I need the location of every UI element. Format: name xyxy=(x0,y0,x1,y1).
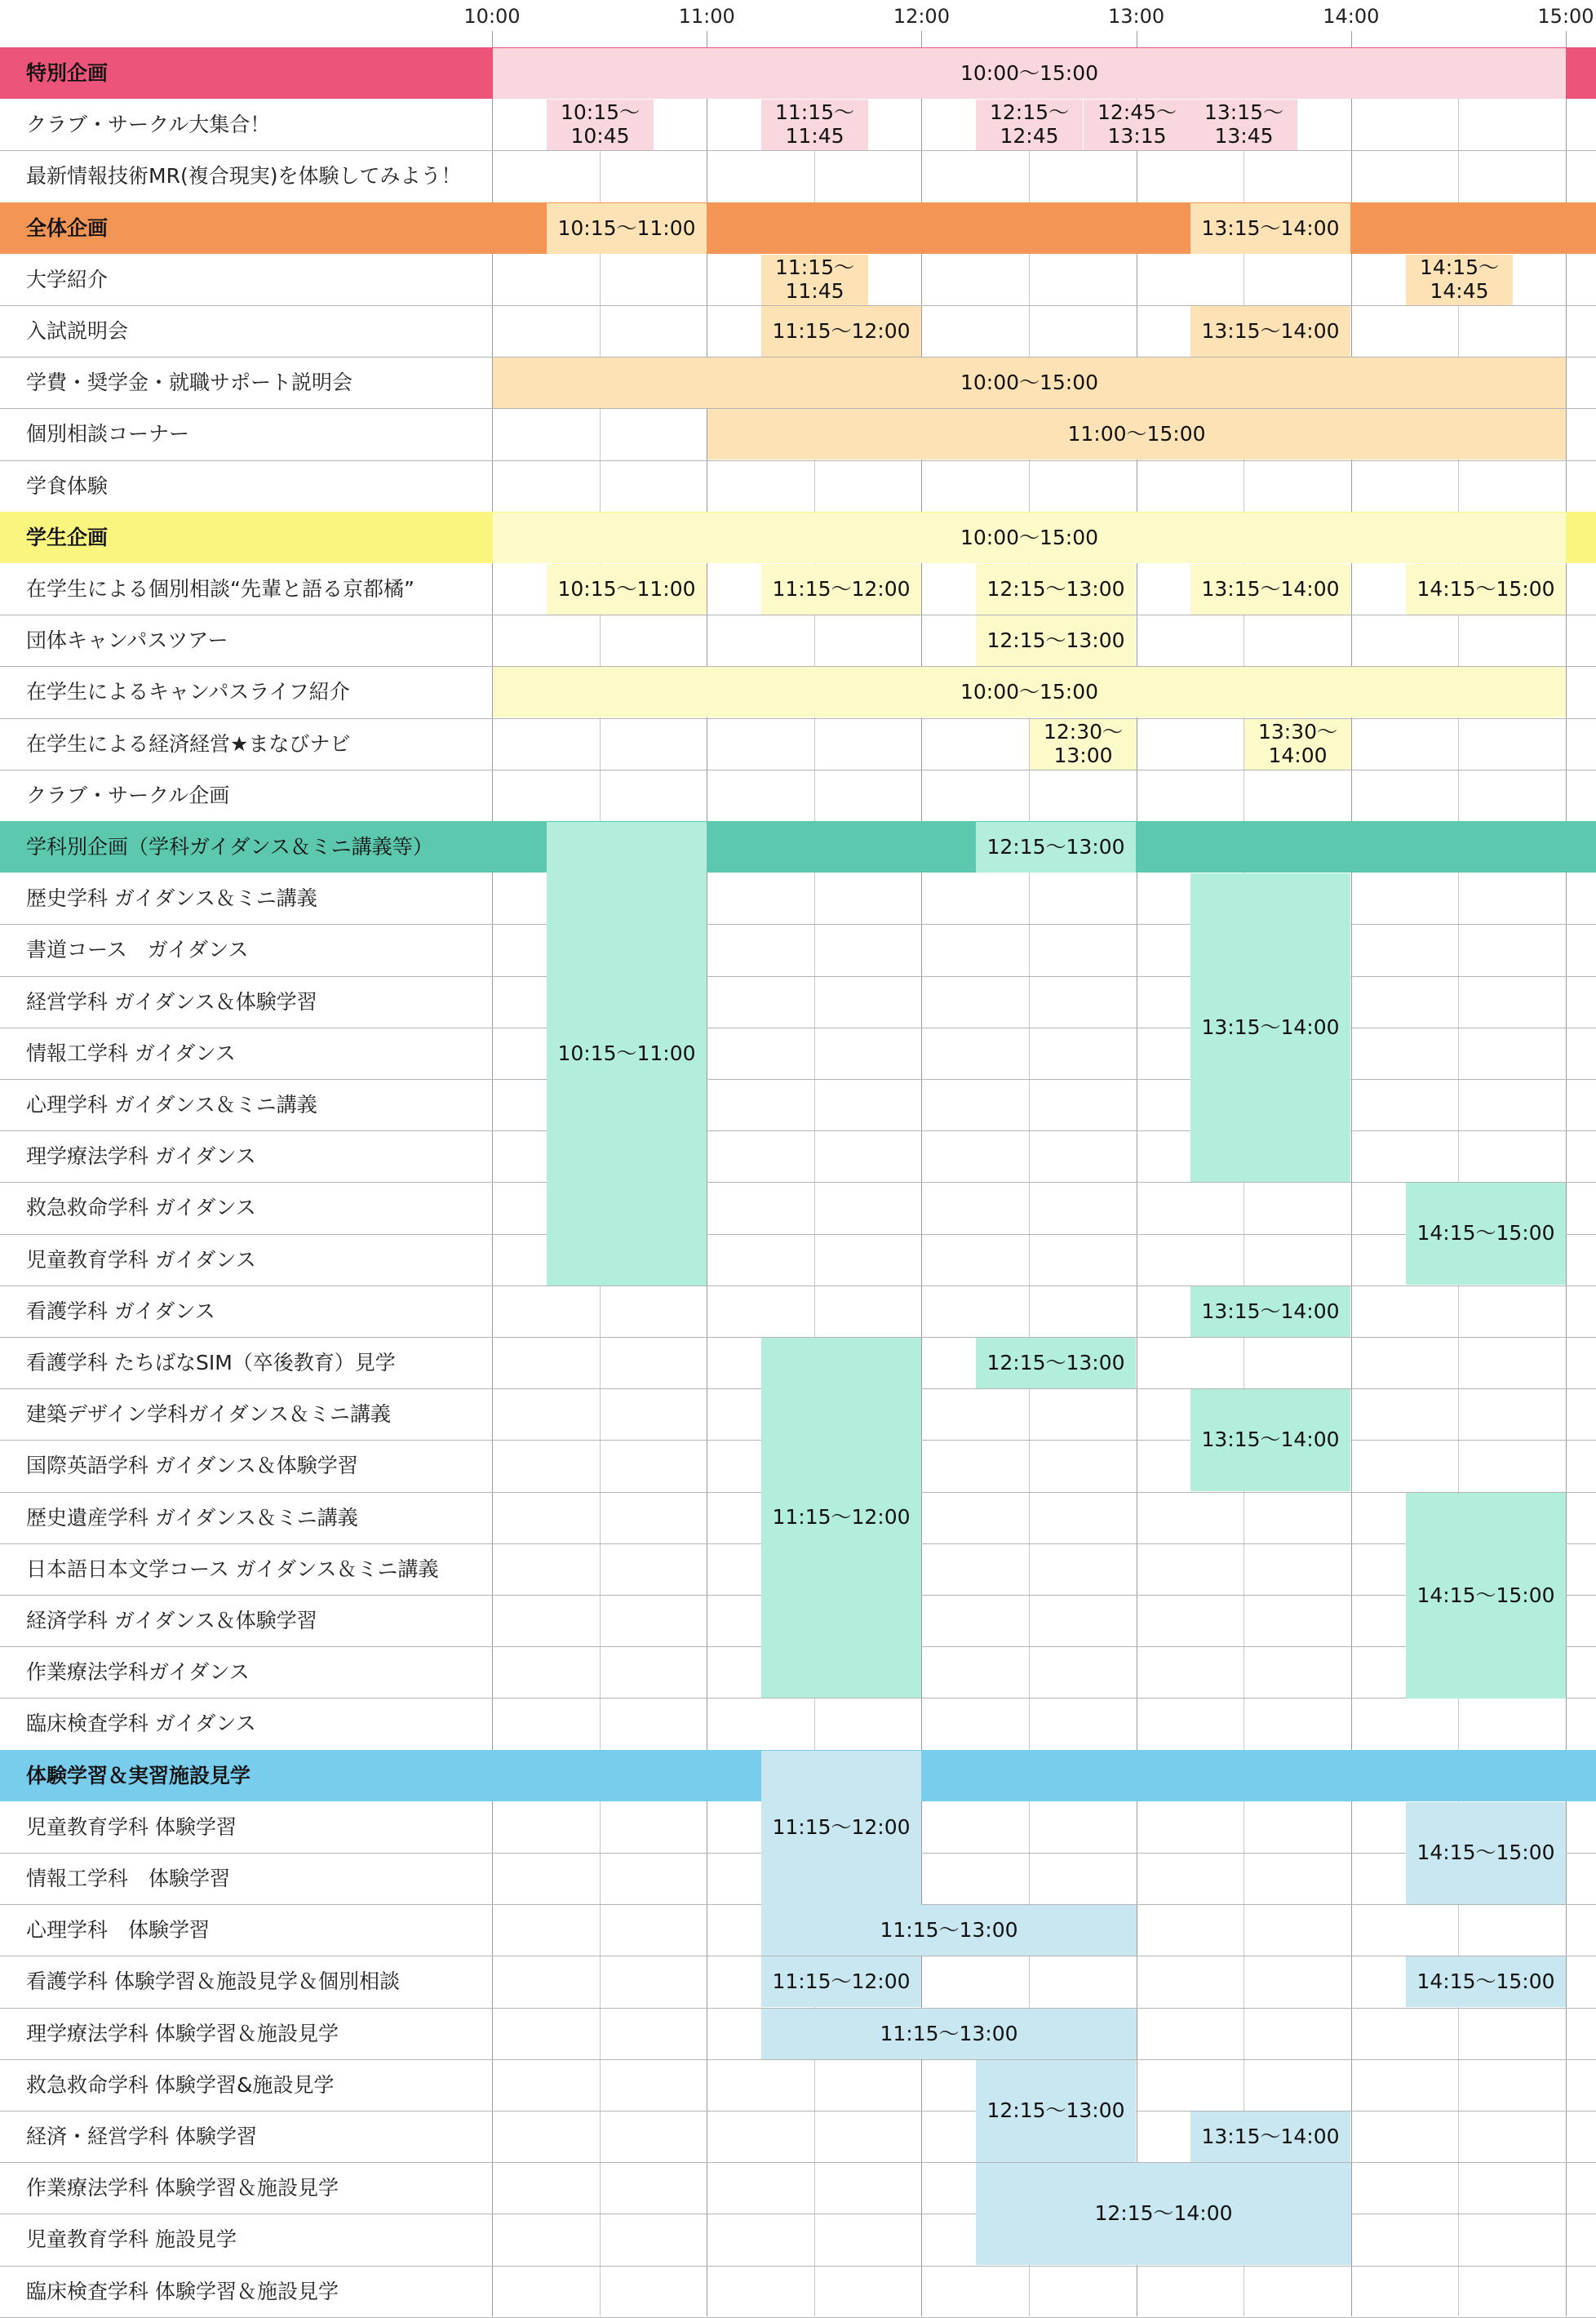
section-title: 学生企画 xyxy=(26,525,109,549)
row-label: 作業療法学科ガイダンス xyxy=(26,1660,250,1685)
schedule-block[interactable]: 11:15〜 11:45 xyxy=(761,255,868,305)
row-label: 日本語日本文学コース ガイダンス＆ミニ講義 xyxy=(26,1556,439,1581)
row-label: 看護学科 ガイダンス xyxy=(26,1299,215,1323)
section-title: 体験学習＆実習施設見学 xyxy=(26,1763,251,1787)
row-label: 理学療法学科 ガイダンス xyxy=(26,1144,256,1169)
time-header: 10:00 xyxy=(463,5,521,28)
schedule-block[interactable]: 14:15〜15:00 xyxy=(1406,1802,1566,1904)
schedule-block[interactable]: 12:15〜13:00 xyxy=(976,2060,1136,2162)
schedule-block[interactable]: 12:15〜13:00 xyxy=(976,564,1136,615)
schedule-block[interactable]: 10:15〜11:00 xyxy=(547,564,707,615)
row-label: 作業療法学科 体験学習＆施設見学 xyxy=(26,2176,339,2200)
row-label: 救急救命学科 ガイダンス xyxy=(26,1196,256,1220)
schedule-block[interactable]: 10:00〜15:00 xyxy=(493,513,1566,563)
schedule-block[interactable]: 13:15〜14:00 xyxy=(1190,306,1350,357)
schedule-block[interactable]: 11:15〜12:00 xyxy=(761,1956,921,2007)
schedule-block[interactable]: 10:15〜11:00 xyxy=(547,822,707,1286)
section-title: 特別企画 xyxy=(26,61,109,85)
schedule-block[interactable]: 12:15〜13:00 xyxy=(976,615,1136,666)
schedule-block[interactable]: 13:15〜14:00 xyxy=(1190,2112,1350,2162)
schedule-block[interactable]: 11:00〜15:00 xyxy=(707,409,1566,460)
schedule-block[interactable]: 12:15〜 12:45 xyxy=(976,100,1083,150)
schedule-block[interactable]: 11:15〜13:00 xyxy=(761,1905,1137,1956)
schedule-block[interactable]: 14:15〜15:00 xyxy=(1406,564,1566,615)
schedule-block[interactable]: 13:30〜 14:00 xyxy=(1244,719,1351,770)
row-label: 在学生による経済経営★まなびナビ xyxy=(26,731,351,756)
schedule-block[interactable]: 12:45〜 13:15 xyxy=(1084,100,1190,150)
section-title: 学科別企画（学科ガイダンス＆ミニ講義等） xyxy=(26,835,433,859)
row-label: 個別相談コーナー xyxy=(26,422,190,446)
section-title: 全体企画 xyxy=(26,215,109,240)
schedule-block[interactable]: 11:15〜12:00 xyxy=(761,1338,921,1698)
time-header: 14:00 xyxy=(1323,5,1380,28)
hour-grid-line xyxy=(1566,31,1567,2316)
row-label: 歴史学科 ガイダンス＆ミニ講義 xyxy=(26,886,317,911)
row-label: 児童教育学科 体験学習 xyxy=(26,1814,237,1839)
row-label: 経営学科 ガイダンス＆体験学習 xyxy=(26,989,317,1014)
schedule-block[interactable]: 14:15〜15:00 xyxy=(1406,1956,1566,2007)
schedule-block[interactable]: 11:15〜 11:45 xyxy=(761,100,868,150)
schedule-block[interactable]: 13:15〜14:00 xyxy=(1190,873,1350,1182)
schedule-block[interactable]: 11:15〜12:00 xyxy=(761,1751,921,1905)
row-label: 在学生によるキャンパスライフ紹介 xyxy=(26,680,350,704)
row-label: 在学生による個別相談“先輩と語る京都橘” xyxy=(26,577,415,601)
schedule-block[interactable]: 10:15〜 10:45 xyxy=(547,100,654,150)
row-label: 経済・経営学科 体験学習 xyxy=(26,2125,257,2148)
schedule-block[interactable]: 12:30〜 13:00 xyxy=(1030,719,1137,770)
row-label: クラブ・サークル企画 xyxy=(26,783,230,807)
row-label: 国際英語学科 ガイダンス＆体験学習 xyxy=(26,1454,358,1478)
row-label: 心理学科 ガイダンス＆ミニ講義 xyxy=(26,1093,317,1117)
row-label: 学食体験 xyxy=(26,473,109,498)
row-label: 建築デザイン学科ガイダンス＆ミニ講義 xyxy=(26,1402,392,1427)
row-label: 救急救命学科 体験学習&施設見学 xyxy=(26,2072,335,2097)
row-label: 理学療法学科 体験学習＆施設見学 xyxy=(26,2021,339,2045)
schedule-block[interactable]: 12:15〜13:00 xyxy=(976,1338,1136,1388)
row-label: 入試説明会 xyxy=(26,319,129,343)
row-label: 看護学科 たちばなSIM（卒後教育）見学 xyxy=(26,1351,396,1374)
row-label: 児童教育学科 施設見学 xyxy=(26,2227,237,2252)
time-header: 13:00 xyxy=(1108,5,1165,28)
time-header: 11:00 xyxy=(678,5,735,28)
schedule-block[interactable]: 10:00〜15:00 xyxy=(493,357,1566,408)
row-divider xyxy=(0,460,1596,461)
row-label: 心理学科 体験学習 xyxy=(26,1918,211,1943)
row-label: 最新情報技術MR(複合現実)を体験してみよう！ xyxy=(26,164,462,189)
schedule-block[interactable]: 10:15〜11:00 xyxy=(547,203,707,254)
schedule-block[interactable]: 11:15〜13:00 xyxy=(761,2009,1137,2059)
schedule-block[interactable]: 12:15〜14:00 xyxy=(976,2163,1351,2265)
row-label: 団体キャンパスツアー xyxy=(26,628,228,653)
schedule-block[interactable]: 13:15〜14:00 xyxy=(1190,1389,1350,1491)
schedule-block[interactable]: 13:15〜14:00 xyxy=(1190,564,1350,615)
row-label: 児童教育学科 ガイダンス xyxy=(26,1247,256,1272)
section-header xyxy=(0,821,1596,873)
schedule-block[interactable]: 14:15〜15:00 xyxy=(1406,1493,1566,1699)
row-label: 書道コース ガイダンス xyxy=(26,938,249,962)
schedule-block[interactable]: 13:15〜14:00 xyxy=(1190,203,1350,254)
row-label: 大学紹介 xyxy=(26,267,109,291)
row-label: 臨床検査学科 体験学習＆施設見学 xyxy=(26,2279,339,2303)
row-label: 情報工学科 ガイダンス xyxy=(26,1041,236,1065)
schedule-block[interactable]: 10:00〜15:00 xyxy=(493,48,1566,99)
row-label: 情報工学科 体験学習 xyxy=(26,1867,231,1890)
schedule-block[interactable]: 14:15〜 14:45 xyxy=(1406,255,1513,305)
schedule-block[interactable]: 14:15〜15:00 xyxy=(1406,1183,1566,1285)
schedule-block[interactable]: 13:15〜 13:45 xyxy=(1190,100,1297,150)
row-label: 経済学科 ガイダンス＆体験学習 xyxy=(26,1609,317,1632)
row-label: クラブ・サークル大集合！ xyxy=(26,113,271,137)
schedule-block[interactable]: 13:15〜14:00 xyxy=(1190,1286,1350,1337)
row-label: 学費・奨学金・就職サポート説明会 xyxy=(26,371,353,395)
schedule-block[interactable]: 11:15〜12:00 xyxy=(761,564,921,615)
schedule-block[interactable]: 11:15〜12:00 xyxy=(761,306,921,357)
row-label: 歴史遺産学科 ガイダンス＆ミニ講義 xyxy=(26,1505,358,1530)
row-label: 看護学科 体験学習＆施設見学＆個別相談 xyxy=(26,1969,400,1994)
schedule-block[interactable]: 12:15〜13:00 xyxy=(976,822,1136,873)
row-label: 臨床検査学科 ガイダンス xyxy=(26,1712,256,1736)
schedule-block[interactable]: 10:00〜15:00 xyxy=(493,667,1566,717)
section-header xyxy=(0,202,1596,254)
time-header: 15:00 xyxy=(1537,5,1594,28)
time-header: 12:00 xyxy=(893,5,950,28)
